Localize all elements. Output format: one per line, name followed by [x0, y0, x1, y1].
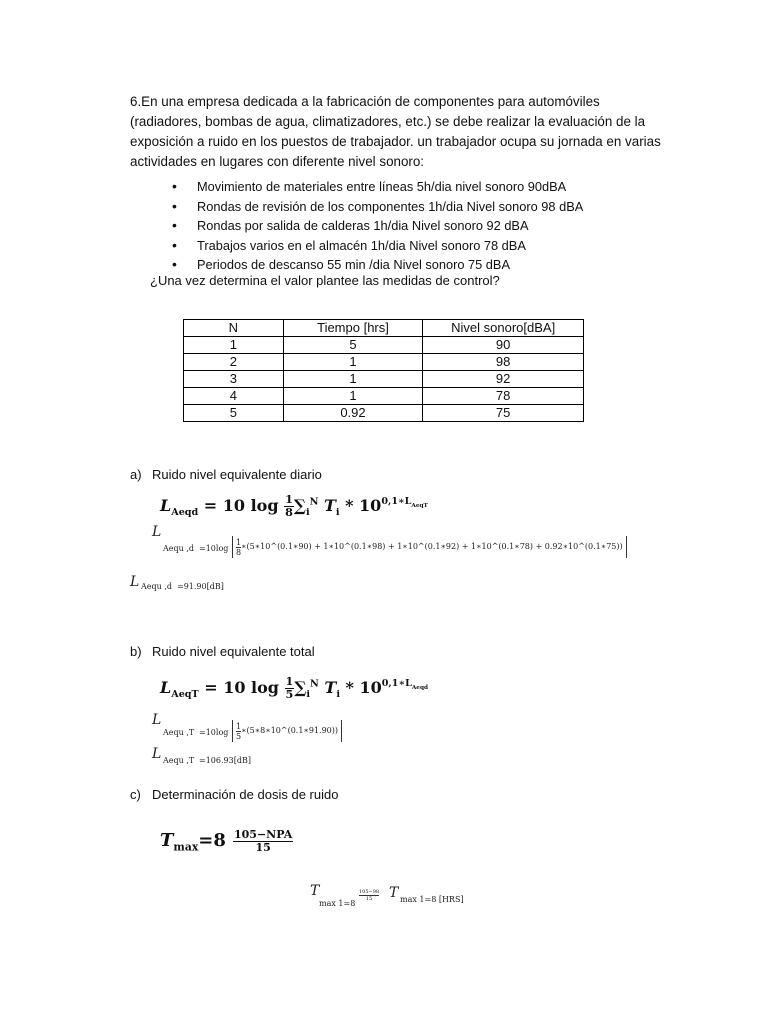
- sum-superscript: N: [309, 496, 319, 508]
- formula-tmax-exponent: [233, 829, 293, 853]
- result-tmax1: [389, 885, 479, 909]
- calc-symbol: L: [152, 746, 162, 762]
- section-letter: b): [130, 644, 142, 659]
- calc-result: =106.93[dB]: [199, 756, 251, 765]
- fraction-denominator: 15: [255, 840, 271, 854]
- table-cell: 5: [283, 337, 423, 354]
- sum-subscript: i: [306, 688, 311, 700]
- list-item: • Rondas por salida de calderas 1h/dia Nivel sonoro 92 dBA: [160, 216, 583, 236]
- column-header: Nivel sonoro[dBA]: [423, 320, 584, 337]
- formula-subscript: AeqT: [171, 688, 199, 700]
- formula-text: * 10: [339, 495, 382, 515]
- fraction-numerator: 1: [285, 674, 294, 688]
- formula-fraction: [284, 494, 294, 519]
- formula-symbol: T: [318, 677, 337, 697]
- table-cell: 3: [184, 371, 284, 388]
- calc-laeqd: [152, 524, 623, 564]
- calc-symbol: T: [389, 885, 399, 901]
- list-item: • Periodos de descanso 55 min /dia Nivel sonoro 75 dBA: [160, 255, 583, 275]
- formula-subscript: Aeqd: [171, 506, 199, 518]
- table-cell: 4: [184, 388, 284, 405]
- formula-text: = 10 log: [198, 495, 285, 515]
- sum-symbol: ∑: [293, 495, 306, 515]
- section-c-heading: [130, 787, 338, 802]
- formula-fraction: [285, 676, 295, 701]
- fraction-numerator: 105−NPA: [234, 828, 293, 841]
- formula-laeqt: [160, 676, 428, 701]
- calc-text: =10log: [199, 728, 229, 737]
- formula-symbol: T: [160, 830, 174, 851]
- section-title: Ruido nivel equivalente total: [152, 644, 315, 659]
- formula-subscript: max: [173, 840, 199, 854]
- table-row: [184, 354, 584, 371]
- table-cell: 78: [423, 388, 584, 405]
- formula-subscript: i: [336, 688, 340, 700]
- table-row: [184, 388, 584, 405]
- calc-result: =91.90[dB]: [177, 582, 224, 591]
- sum-symbol: ∑: [294, 677, 307, 697]
- fraction-numerator: 105−98: [359, 889, 380, 895]
- fraction-denominator: 15: [365, 896, 373, 902]
- formula-text: * 10: [339, 677, 382, 697]
- table-cell: 2: [184, 354, 284, 371]
- column-header: Tiempo [hrs]: [283, 320, 423, 337]
- list-item: • Movimiento de materiales entre líneas 5h/dia nivel sonoro 90dBA: [160, 177, 583, 197]
- table-cell: 1: [283, 354, 423, 371]
- formula-text: =8: [198, 830, 226, 851]
- formula-symbol: T: [318, 495, 336, 515]
- table-cell: 92: [423, 371, 584, 388]
- section-title: Ruido nivel equivalente diario: [152, 467, 322, 482]
- formula-symbol: L: [160, 677, 172, 697]
- formula-subscript: i: [335, 506, 340, 518]
- table-cell: 1: [184, 337, 284, 354]
- calc-tmax1: [310, 883, 400, 911]
- calc-subscript: Aequ ,d: [163, 544, 194, 553]
- sum-subscript: i: [305, 506, 310, 518]
- table-header-row: [184, 320, 584, 337]
- section-letter: c): [130, 787, 141, 802]
- calc-subscript: max 1=8: [319, 899, 356, 908]
- table-cell: 0.92: [283, 405, 423, 422]
- calc-subscript: Aequ ,d: [141, 582, 172, 591]
- table-cell: 90: [423, 337, 584, 354]
- result-laeqd: [130, 574, 330, 594]
- formula-tmax: [160, 830, 226, 854]
- activity-list: [160, 177, 583, 275]
- problem-question: ¿Una vez determina el valor plantee las medidas de control?: [150, 273, 500, 288]
- table-cell: 1: [283, 388, 423, 405]
- formula-subscript: Aeqd: [411, 685, 428, 692]
- table-row: [184, 371, 584, 388]
- formula-laeqd: [160, 494, 428, 519]
- calc-bracket: [232, 536, 627, 558]
- result-laeqt: [152, 746, 352, 766]
- formula-subscript: AeqT: [411, 503, 428, 510]
- calc-symbol: T: [310, 883, 320, 899]
- calc-text: =10log: [199, 544, 229, 553]
- table-row: [184, 337, 584, 354]
- section-a-heading: [130, 467, 322, 482]
- fraction-denominator: 8: [285, 504, 293, 519]
- table-row: [184, 405, 584, 422]
- calc-subscript: Aequ ,T: [163, 756, 195, 765]
- column-header: N: [184, 320, 284, 337]
- fraction-denominator: 5: [236, 731, 242, 741]
- calc-symbol: L: [152, 712, 162, 728]
- list-item: • Trabajos varios en el almacén 1h/dia Nivel sonoro 78 dBA: [160, 236, 583, 256]
- calc-expression: ∗(5∗10^(0.1∗90) + 1∗10^(0.1∗98) + 1∗10^(0.1∗92) + 1∗10^(0.1∗78) + 0.92∗10^(0.1∗75)): [241, 542, 623, 551]
- calc-bracket: [232, 720, 342, 742]
- sum-superscript: N: [310, 678, 319, 690]
- calc-expression: ∗(5∗8∗10^(0.1∗91.90)): [241, 726, 339, 735]
- exposure-table: [183, 319, 584, 422]
- list-item: • Rondas de revisión de los componentes 1h/dia Nivel sonoro 98 dBA: [160, 197, 583, 217]
- calc-symbol: L: [152, 524, 162, 540]
- fraction-numerator: 1: [285, 492, 293, 506]
- formula-exponent: 0,1∗L: [381, 678, 412, 690]
- problem-statement: 6.En una empresa dedicada a la fabricación de componentes para automóviles (radiadores, bombas de agua, climatizadores, etc.) se debe realizar la evaluación de la exposición a ruido en los puestos de trabajador. un trabajador ocupa su jornada en varias actividades en lugares con diferente nivel sonoro:: [130, 94, 661, 169]
- fraction-denominator: 5: [285, 686, 294, 701]
- calc-result: max 1=8 [HRS]: [400, 895, 464, 904]
- formula-fraction: [233, 829, 293, 853]
- section-letter: a): [130, 467, 142, 482]
- formula-exponent: 0,1∗L: [381, 496, 412, 508]
- table-cell: 75: [423, 405, 584, 422]
- calc-symbol: L: [130, 574, 140, 590]
- table-cell: 98: [423, 354, 584, 371]
- table-cell: 5: [184, 405, 284, 422]
- formula-symbol: L: [160, 495, 172, 515]
- section-title: Determinación de dosis de ruido: [152, 787, 339, 802]
- formula-text: = 10 log: [198, 677, 285, 697]
- fraction-denominator: 8: [236, 547, 242, 557]
- calc-fraction: [359, 889, 379, 902]
- table-cell: 1: [283, 371, 423, 388]
- fraction-numerator: 1: [236, 537, 242, 547]
- section-b-heading: [130, 644, 315, 659]
- calc-laeqt: [152, 712, 352, 748]
- calc-subscript: Aequ ,T: [163, 728, 195, 737]
- fraction-numerator: 1: [236, 721, 242, 731]
